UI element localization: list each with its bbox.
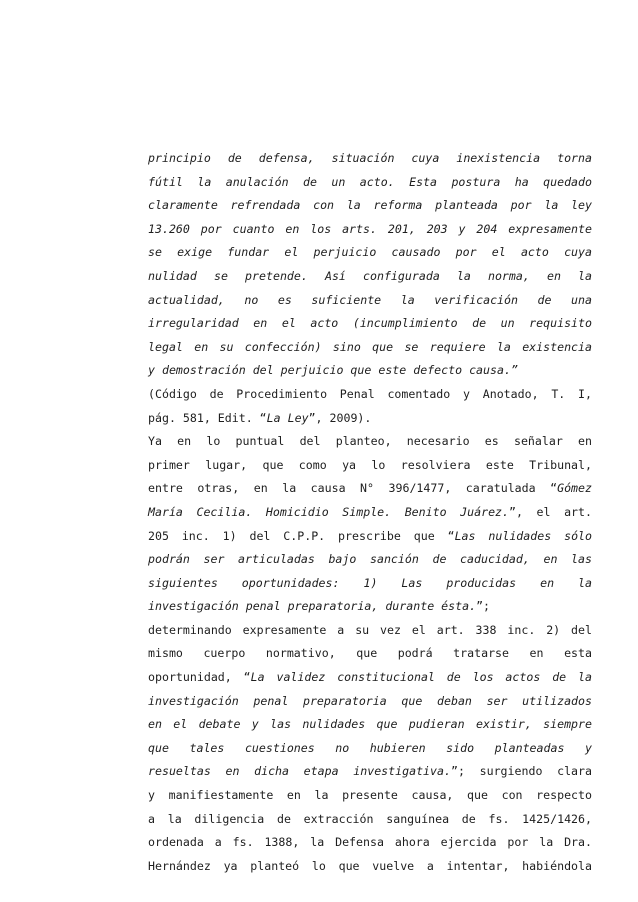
text-line: [148, 784, 592, 808]
text-line: [148, 194, 592, 218]
italic-text-segment: Gómez: [557, 481, 592, 496]
text-segment: determinando expresamente a su vez el art. 338 inc. 2) del: [148, 622, 592, 637]
italic-text-segment: podrán ser articuladas bajo sanción de caducidad, en las: [148, 552, 592, 567]
text-line: [148, 619, 592, 643]
text-segment: Hernández ya planteó lo que vuelve a intentar, habiéndola: [148, 858, 592, 873]
italic-text-segment: legal en su confección) sino que se requiere la existencia: [148, 339, 592, 354]
text-segment: ”, el art.: [509, 504, 592, 519]
text-line: [148, 383, 592, 407]
text-line: [148, 359, 592, 383]
italic-text-segment: se exige fundar el perjuicio causado por el acto cuya: [148, 245, 592, 260]
text-segment: mismo cuerpo normativo, que podrá tratarse en esta: [148, 646, 592, 661]
text-line: [148, 265, 592, 289]
text-line: [148, 808, 592, 832]
italic-text-segment: irregularidad en el acto (incumplimiento de un requisito: [148, 316, 592, 331]
text-line: [148, 336, 592, 360]
text-segment: entre otras, en la causa N° 396/1477, caratulada “: [148, 481, 558, 496]
text-line: [148, 595, 592, 619]
text-segment: primer lugar, que como ya lo resolviera este Tribunal,: [148, 457, 592, 472]
italic-text-segment: claramente refrendada con la reforma planteada por la ley: [148, 198, 592, 213]
text-segment: 205 inc. 1) del C.P.P. prescribe que “: [148, 528, 455, 543]
text-segment: pág. 581, Edit. “: [148, 410, 267, 425]
text-line: [148, 501, 592, 525]
text-segment: ”; surgiendo clara: [450, 764, 592, 779]
text-line: [148, 666, 592, 690]
italic-text-segment: La Ley: [266, 410, 309, 425]
text-line: [148, 454, 592, 478]
text-line: [148, 430, 592, 454]
text-line: [148, 690, 592, 714]
text-segment: y manifiestamente en la presente causa, que con respecto: [148, 788, 592, 803]
text-segment: (Código de Procedimiento Penal comentado y Anotado, T. I,: [148, 386, 592, 401]
italic-text-segment: siguientes oportunidades: 1) Las producidas en la: [148, 575, 592, 590]
text-line: [148, 831, 592, 855]
italic-text-segment: actualidad, no es suficiente la verificación de una: [148, 292, 592, 307]
text-line: [148, 855, 592, 879]
italic-text-segment: en el debate y las nulidades que pudieran existir, siempre: [148, 717, 592, 732]
text-line: [148, 171, 592, 195]
document-body-text: [148, 147, 592, 878]
text-line: [148, 241, 592, 265]
text-line: [148, 572, 592, 596]
text-line: [148, 147, 592, 171]
text-segment: ”;: [476, 599, 491, 614]
italic-text-segment: resueltas en dicha etapa investigativa.: [148, 764, 451, 779]
text-segment: ordenada a fs. 1388, la Defensa ahora ejercida por la Dra.: [148, 835, 592, 850]
text-line: [148, 760, 592, 784]
text-line: [148, 218, 592, 242]
italic-text-segment: fútil la anulación de un acto. Esta postura ha quedado: [148, 174, 592, 189]
text-line: [148, 407, 592, 431]
text-segment: Ya en lo puntual del planteo, necesario es señalar en: [148, 434, 592, 449]
text-line: [148, 713, 592, 737]
text-line: [148, 525, 592, 549]
italic-text-segment: principio de defensa, situación cuya inexistencia torna: [148, 151, 592, 165]
text-line: [148, 737, 592, 761]
text-line: [148, 642, 592, 666]
text-segment: ”, 2009).: [308, 410, 372, 425]
text-segment: a la diligencia de extracción sanguínea de fs. 1425/1426,: [148, 811, 592, 826]
italic-text-segment: María Cecilia. Homicidio Simple. Benito Juárez.: [148, 504, 510, 519]
text-line: [148, 289, 592, 313]
italic-text-segment: nulidad se pretende. Así configurada la norma, en la: [148, 268, 592, 283]
text-line: [148, 548, 592, 572]
italic-text-segment: que tales cuestiones no hubieren sido planteadas y: [148, 740, 592, 755]
italic-text-segment: La validez constitucional de los actos de la: [250, 670, 592, 685]
italic-text-segment: y demostración del perjuicio que este defecto causa.”: [148, 363, 518, 378]
text-segment: oportunidad, “: [148, 670, 251, 685]
text-line: [148, 477, 592, 501]
italic-text-segment: investigación penal preparatoria que deban ser utilizados: [148, 693, 592, 708]
italic-text-segment: investigación penal preparatoria, durante ésta.: [148, 599, 477, 614]
italic-text-segment: 13.260 por cuanto en los arts. 201, 203 y 204 expresamente: [148, 221, 592, 236]
text-line: [148, 312, 592, 336]
italic-text-segment: Las nulidades sólo: [454, 528, 593, 543]
